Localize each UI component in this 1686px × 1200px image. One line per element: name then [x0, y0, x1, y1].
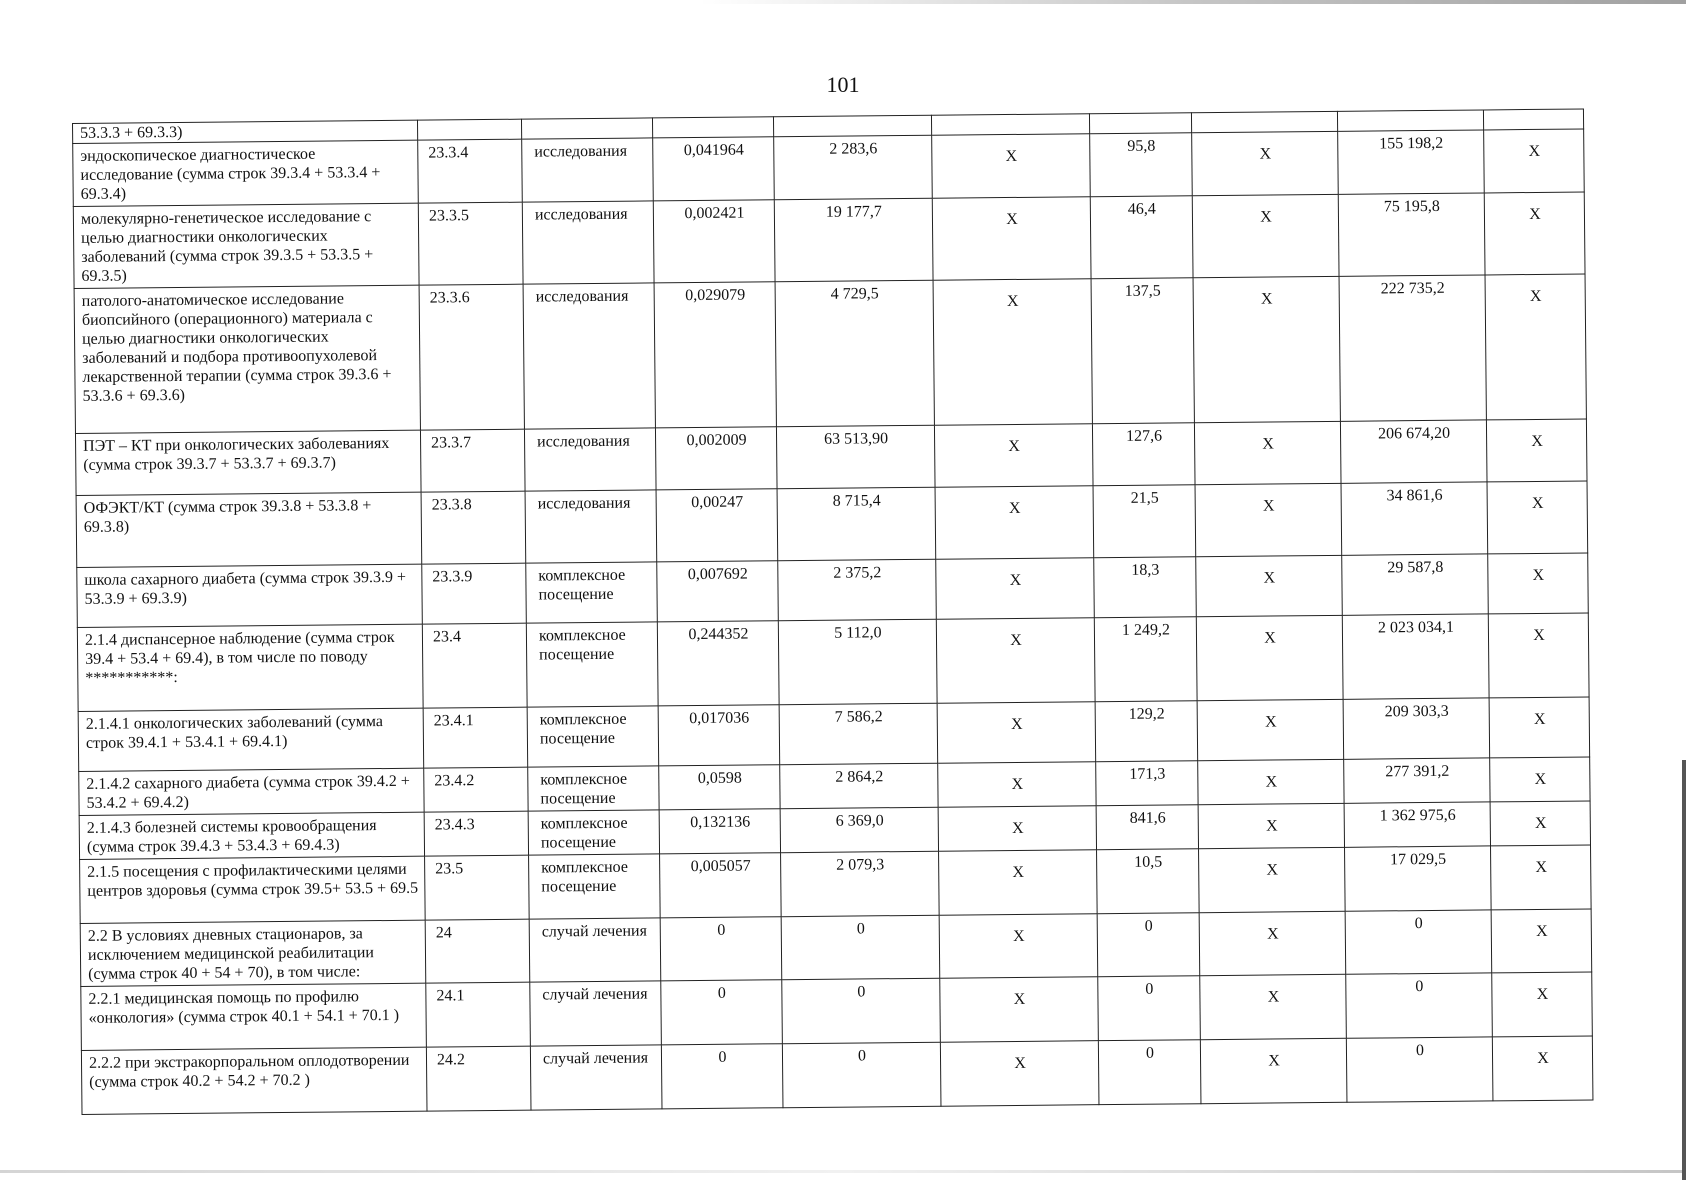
- cell-value-2: 222 735,2: [1339, 275, 1486, 421]
- cell-code: [417, 119, 521, 140]
- page-number: 101: [826, 72, 860, 97]
- cell-normative: 0,005057: [660, 853, 782, 918]
- cell-x-1: X: [940, 1041, 1099, 1107]
- cell-normative: 0,002009: [655, 427, 777, 490]
- cell-x-3: X: [1490, 757, 1590, 802]
- cell-normative: [652, 117, 773, 138]
- cell-value-1: 0: [1098, 1040, 1201, 1105]
- cell-value-2: 209 303,3: [1343, 698, 1490, 759]
- cell-code: 23.3.6: [419, 284, 524, 430]
- cell-value-1: 127,6: [1092, 423, 1195, 486]
- cell-x-1: X: [940, 977, 1099, 1043]
- cell-cost: 8 715,4: [777, 487, 936, 561]
- cell-normative: 0,041964: [653, 137, 775, 201]
- cell-x-3: X: [1491, 845, 1592, 910]
- cell-x-3: X: [1484, 129, 1585, 193]
- cell-name: школа сахарного диабета (сумма строк 39.3.9 + 53.3.9 + 69.3.9): [77, 564, 423, 627]
- cell-unit: комплексное посещение: [528, 810, 659, 855]
- cell-x-2: X: [1196, 555, 1343, 616]
- cell-unit: исследования: [523, 283, 655, 429]
- cell-x-3: X: [1488, 553, 1589, 614]
- cell-x-2: X: [1199, 911, 1346, 975]
- cell-name: 2.1.4 диспансерное наблюдение (сумма строк 39.4 + 53.4 + 69.4), в том числе по поводу ***********:: [77, 624, 423, 711]
- cell-name: ПЭТ – КТ при онкологических заболеваниях (сумма строк 39.3.7 + 53.3.7 + 69.3.7): [75, 430, 421, 495]
- cell-x-2: X: [1192, 131, 1339, 195]
- cell-unit: случай лечения: [529, 918, 661, 982]
- cell-cost: 0: [782, 978, 941, 1044]
- cell-code: 23.3.7: [420, 429, 525, 492]
- cell-code: 23.3.4: [418, 139, 523, 203]
- cell-name: эндоскопическое диагностическое исследование (сумма строк 39.3.4 + 53.3.4 + 69.3.4): [73, 140, 419, 206]
- cell-code: 23.3.9: [422, 563, 527, 624]
- cell-normative: 0,0598: [659, 765, 780, 810]
- scan-edge-right: [1682, 760, 1686, 1180]
- cell-cost: 19 177,7: [774, 198, 933, 282]
- cell-normative: 0,017036: [658, 705, 780, 766]
- cell-code: 23.5: [425, 855, 530, 920]
- cell-cost: 0: [782, 1042, 941, 1108]
- cell-cost: 2 375,2: [778, 559, 937, 621]
- cell-cost: 2 079,3: [781, 851, 940, 917]
- cell-name: 2.1.4.1 онкологических заболеваний (сумма строк 39.4.1 + 53.4.1 + 69.4.1): [78, 708, 424, 771]
- cell-x-2: X: [1192, 194, 1339, 277]
- cell-unit: комплексное посещение: [526, 562, 658, 623]
- cell-unit: исследования: [525, 490, 657, 563]
- cell-x-1: X: [939, 850, 1098, 916]
- cell-value-2: 0: [1346, 973, 1493, 1038]
- cell-x-2: X: [1198, 803, 1344, 848]
- cell-cost: 6 369,0: [780, 807, 938, 853]
- table-row: [73, 192, 1585, 289]
- cell-unit: исследования: [522, 201, 654, 284]
- cell-x-2: X: [1198, 759, 1344, 804]
- cell-x-1: X: [938, 806, 1096, 852]
- cell-value-1: 137,5: [1091, 278, 1194, 424]
- cell-value-1: 18,3: [1094, 557, 1197, 618]
- cell-x-3: [1483, 109, 1583, 130]
- cell-x-2: X: [1196, 615, 1343, 700]
- cell-normative: 0,00247: [656, 489, 778, 562]
- cell-x-1: X: [935, 486, 1094, 560]
- cell-x-1: X: [938, 762, 1096, 808]
- cell-value-1: 21,5: [1093, 485, 1196, 558]
- cell-value-2: 0: [1346, 1037, 1493, 1102]
- cell-code: 24.1: [426, 982, 531, 1047]
- cell-value-2: 34 861,6: [1341, 482, 1488, 555]
- cell-x-3: X: [1492, 1036, 1593, 1101]
- cell-cost: [773, 115, 931, 137]
- cell-name: 2.2.1 медицинская помощь по профилю «онкология» (сумма строк 40.1 + 54.1 + 70.1 ): [81, 983, 427, 1050]
- cell-value-1: 10,5: [1097, 849, 1200, 914]
- scan-edge-bottom: [0, 1170, 1686, 1173]
- cell-unit: комплексное посещение: [529, 854, 661, 919]
- cell-x-2: [1191, 111, 1337, 132]
- cell-normative: 0,132136: [659, 809, 780, 854]
- cell-code: 24: [425, 919, 530, 983]
- cell-value-2: 17 029,5: [1345, 846, 1492, 911]
- cell-value-1: 0: [1098, 976, 1201, 1041]
- data-table: [72, 108, 1593, 1114]
- cell-value-2: 29 587,8: [1342, 554, 1489, 615]
- cell-x-1: X: [936, 558, 1095, 620]
- cell-value-2: 1 362 975,6: [1344, 802, 1490, 847]
- cell-code: 23.4.3: [424, 811, 528, 856]
- cell-value-1: 841,6: [1096, 805, 1198, 850]
- cell-x-2: X: [1200, 1038, 1347, 1103]
- cell-name: 2.1.4.3 болезней системы кровообращения (сумма строк 39.4.3 + 53.4.3 + 69.4.3): [79, 812, 424, 859]
- cell-value-2: 0: [1345, 910, 1492, 974]
- cell-cost: 4 729,5: [775, 280, 934, 427]
- cell-unit: комплексное посещение: [528, 766, 659, 811]
- cell-x-1: X: [934, 424, 1093, 488]
- cell-x-2: X: [1193, 276, 1340, 422]
- cell-x-2: X: [1195, 483, 1342, 556]
- cell-normative: 0,002421: [653, 200, 775, 283]
- table-row: [77, 613, 1589, 712]
- cell-cost: 2 283,6: [774, 135, 933, 200]
- table-body: [73, 109, 1593, 1114]
- cell-value-2: 75 195,8: [1338, 193, 1485, 276]
- cell-x-3: X: [1489, 697, 1590, 758]
- cell-code: 23.3.5: [418, 202, 523, 285]
- cell-name: патолого-анатомическое исследование биопсийного (операционного) материала с целью диагностики онкологических заболеваний и подбора противоопухолевой лекарственной терапии (сумма строк 39.3.6 + 53.3.6 + 69.3.6): [74, 285, 420, 433]
- cell-unit: исследования: [522, 138, 654, 202]
- cell-value-2: 277 391,2: [1344, 758, 1490, 803]
- cell-x-2: X: [1199, 847, 1346, 912]
- cell-cost: 2 864,2: [780, 763, 938, 809]
- cell-value-2: 155 198,2: [1338, 130, 1485, 194]
- cell-unit: комплексное посещение: [527, 706, 659, 767]
- cell-unit: случай лечения: [530, 981, 662, 1046]
- cell-unit: [521, 118, 652, 139]
- cell-x-1: X: [939, 914, 1098, 979]
- cell-value-2: 2 023 034,1: [1342, 614, 1489, 699]
- cell-value-1: 46,4: [1090, 196, 1193, 279]
- cell-x-3: X: [1485, 274, 1586, 420]
- cell-unit: случай лечения: [530, 1045, 662, 1110]
- cell-value-2: [1337, 110, 1483, 131]
- cell-x-3: X: [1487, 481, 1588, 554]
- table-row: [74, 274, 1586, 433]
- cell-value-1: 95,8: [1090, 133, 1193, 197]
- cell-normative: 0,244352: [657, 621, 779, 706]
- cell-x-1: X: [936, 618, 1095, 704]
- cell-x-2: X: [1194, 421, 1341, 484]
- cell-value-2: 206 674,20: [1340, 420, 1487, 483]
- cell-x-2: X: [1197, 699, 1344, 760]
- cell-x-1: X: [937, 702, 1096, 764]
- cell-name: 2.2 В условиях дневных стационаров, за исключением медицинской реабилитации (сумма строк 40 + 54 + 70), в том числе:: [80, 920, 426, 986]
- cell-name: 2.1.5 посещения с профилактическими целями центров здоровья (сумма строк 39.5+ 53.5 + 69.5: [80, 856, 426, 923]
- cell-x-1: [931, 114, 1089, 136]
- cell-code: 23.3.8: [421, 491, 526, 564]
- cell-value-1: 171,3: [1096, 761, 1198, 806]
- cell-code: 23.4.2: [424, 767, 528, 812]
- cell-normative: 0: [660, 917, 782, 981]
- cell-name: ОФЭКТ/КТ (сумма строк 39.3.8 + 53.3.8 + 69.3.8): [76, 492, 422, 567]
- cell-x-3: X: [1490, 801, 1590, 846]
- cell-cost: 0: [781, 915, 940, 980]
- cell-unit: исследования: [524, 428, 656, 491]
- cell-x-3: X: [1486, 419, 1587, 482]
- cell-x-3: X: [1491, 909, 1592, 973]
- cell-value-1: [1089, 113, 1191, 134]
- cell-value-1: 129,2: [1095, 701, 1198, 762]
- cell-cost: 5 112,0: [778, 619, 937, 705]
- cell-x-2: X: [1200, 974, 1347, 1039]
- cell-normative: 0: [661, 980, 783, 1045]
- cell-code: 23.4.1: [423, 707, 528, 768]
- cell-normative: 0,029079: [654, 282, 776, 428]
- cell-cost: 7 586,2: [779, 703, 938, 765]
- cell-name: молекулярно-генетическое исследование с целью диагностики онкологических заболеваний (сумма строк 39.3.5 + 53.3.5 + 69.3.5): [73, 203, 419, 288]
- cell-code: 24.2: [426, 1046, 531, 1111]
- cell-x-1: X: [932, 197, 1091, 281]
- cell-x-3: X: [1488, 613, 1589, 698]
- cell-name: 53.3.3 + 69.3.3): [73, 120, 418, 143]
- cell-name: 2.1.4.2 сахарного диабета (сумма строк 39.4.2 + 53.4.2 + 69.4.2): [79, 768, 424, 815]
- data-table-wrapper: [72, 108, 1593, 1114]
- cell-value-1: 0: [1097, 913, 1200, 977]
- table-row: [81, 1036, 1593, 1115]
- cell-code: 23.4: [422, 623, 527, 708]
- cell-cost: 63 513,90: [776, 425, 935, 489]
- cell-x-3: X: [1484, 192, 1585, 275]
- cell-value-1: 1 249,2: [1094, 617, 1197, 702]
- cell-x-1: X: [932, 134, 1091, 199]
- cell-x-3: X: [1492, 972, 1593, 1037]
- cell-name: 2.2.2 при экстракорпоральном оплодотворении (сумма строк 40.2 + 54.2 + 70.2 ): [81, 1047, 427, 1114]
- cell-x-1: X: [933, 279, 1092, 426]
- cell-unit: комплексное посещение: [526, 622, 658, 707]
- cell-normative: 0,007692: [657, 561, 779, 622]
- scan-edge-top: [700, 0, 1686, 4]
- cell-normative: 0: [661, 1044, 783, 1109]
